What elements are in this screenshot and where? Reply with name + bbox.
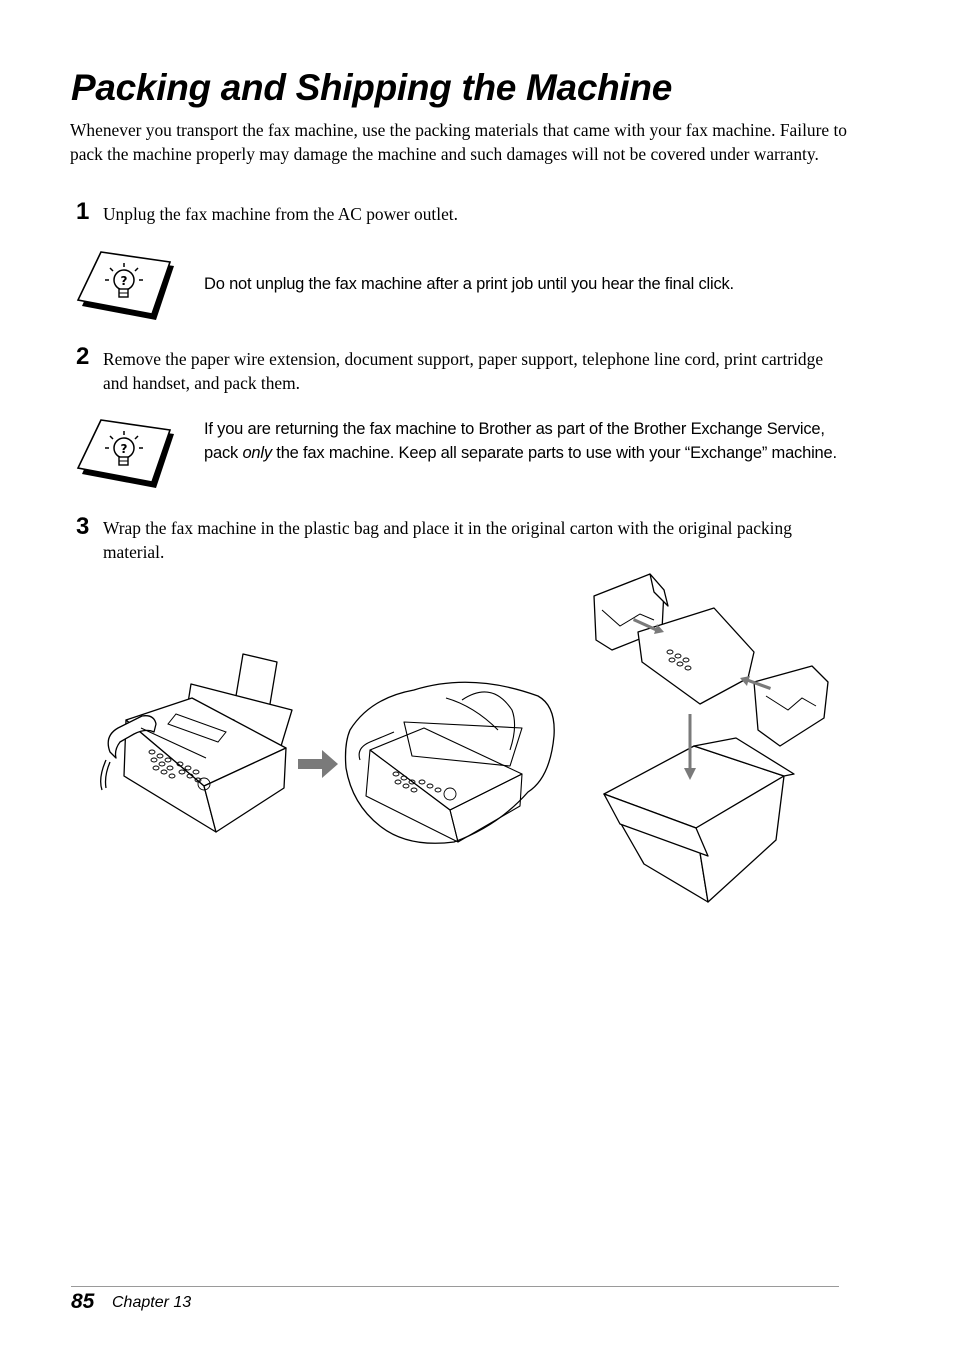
note-2-text-after: the fax machine. Keep all separate parts to use with your “Exchange” machine. — [271, 443, 837, 462]
step-1-number: 1 — [76, 198, 90, 225]
chapter-label: Chapter 13 — [112, 1294, 192, 1311]
footer-rule — [71, 1286, 839, 1287]
lightbulb-note-icon — [74, 418, 176, 490]
note-2-emphasis: only — [242, 443, 272, 462]
step-3-number: 3 — [76, 513, 90, 540]
page-number: 85 — [71, 1290, 95, 1313]
step-2-text: Remove the paper wire extension, document support, paper support, telephone line cord, print cartridge and handset, and pack them. — [103, 349, 824, 394]
note-2-text — [204, 418, 844, 465]
bagged-fax-machine-illustration — [342, 670, 560, 850]
note-2-text-before: If you are returning the fax machine to Brother as part of the Brother Exchange Service, pack — [204, 420, 825, 462]
svg-text:?: ? — [120, 274, 128, 288]
intro-paragraph: Whenever you transport the fax machine, use the packing materials that came with your fax machine. Failure to pack the machine properly may damage the machine and such damages will not be covered under warranty. — [70, 120, 847, 165]
carton-packing-illustration — [590, 570, 832, 904]
svg-text:?: ? — [120, 442, 128, 456]
fax-machine-illustration — [96, 648, 296, 838]
step-2-number: 2 — [76, 343, 90, 370]
page-title: Packing and Shipping the Machine — [71, 67, 672, 108]
step-3-text: Wrap the fax machine in the plastic bag and place it in the original carton with the original packing material. — [103, 518, 792, 563]
right-arrow-icon — [298, 748, 340, 780]
note-1-text: Do not unplug the fax machine after a print job until you hear the final click. — [204, 275, 734, 293]
step-1-text: Unplug the fax machine from the AC power outlet. — [103, 204, 458, 224]
lightbulb-note-icon — [74, 250, 176, 322]
